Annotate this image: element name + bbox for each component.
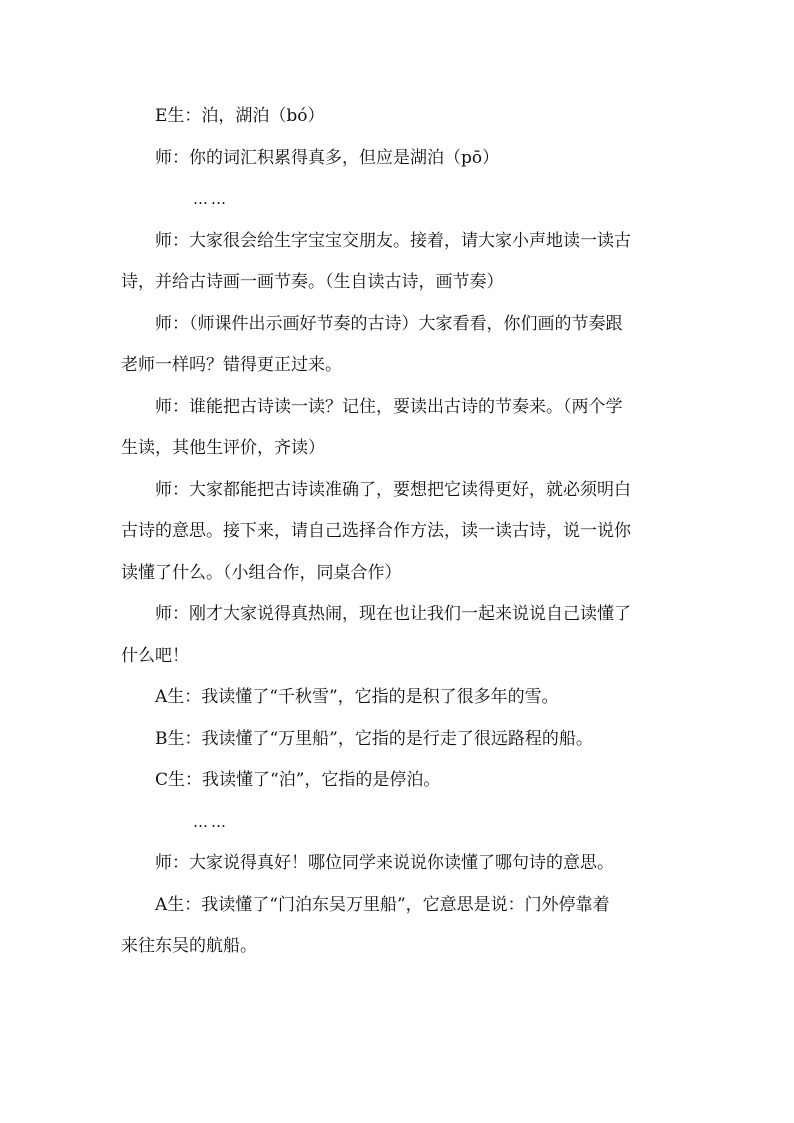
- paragraph-line: 师：谁能把古诗读一读？记住，要读出古诗的节奏来。（两个学: [155, 396, 623, 417]
- paragraph-line: 诗，并给古诗画一画节奏。（生自读古诗，画节奏）: [121, 272, 504, 292]
- paragraph-line: 读懂了什么。（小组合作，同桌合作）: [121, 562, 402, 583]
- paragraph-line: 生读，其他生评价，齐读）: [121, 438, 325, 458]
- paragraph-line: B生：我读懂了“万里船”，它指的是行走了很远路程的船。: [155, 728, 593, 749]
- paragraph-line: C生：我读懂了“泊”，它指的是停泊。: [155, 770, 441, 790]
- paragraph-line: 师：（师课件出示画好节奏的古诗）大家看看，你们画的节奏跟: [155, 313, 623, 334]
- ellipsis-line: ……: [193, 812, 229, 831]
- paragraph-line: 来往东吴的航船。: [121, 936, 257, 956]
- document-body: [121, 102, 681, 974]
- paragraph-line: 古诗的意思。接下来，请自己选择合作方法，读一读古诗，说一说你: [121, 521, 631, 541]
- ellipsis-line: ……: [193, 190, 229, 208]
- paragraph-line: 师：你的词汇积累得真多，但应是湖泊（pō）: [155, 147, 500, 168]
- paragraph-line: 老师一样吗？错得更正过来。: [121, 355, 342, 375]
- paragraph-line: 师：大家很会给生字宝宝交朋友。接着，请大家小声地读一读古: [155, 230, 631, 251]
- paragraph-line: 师：大家都能把古诗读准确了，要想把它读得更好，就必须明白: [155, 479, 631, 500]
- paragraph-line: A生：我读懂了“千秋雪”，它指的是积了很多年的雪。: [155, 687, 559, 707]
- paragraph-line: E生：泊，湖泊（bó）: [155, 106, 325, 126]
- paragraph-line: A生：我读懂了“门泊东吴万里船”，它意思是说：门外停靠着: [155, 894, 610, 915]
- paragraph-line: 师：大家说得真好！哪位同学来说说你读懂了哪句诗的意思。: [155, 853, 614, 873]
- paragraph-line: 什么吧！: [121, 645, 189, 666]
- paragraph-line: 师：刚才大家说得真热闹，现在也让我们一起来说说自己读懂了: [155, 604, 631, 624]
